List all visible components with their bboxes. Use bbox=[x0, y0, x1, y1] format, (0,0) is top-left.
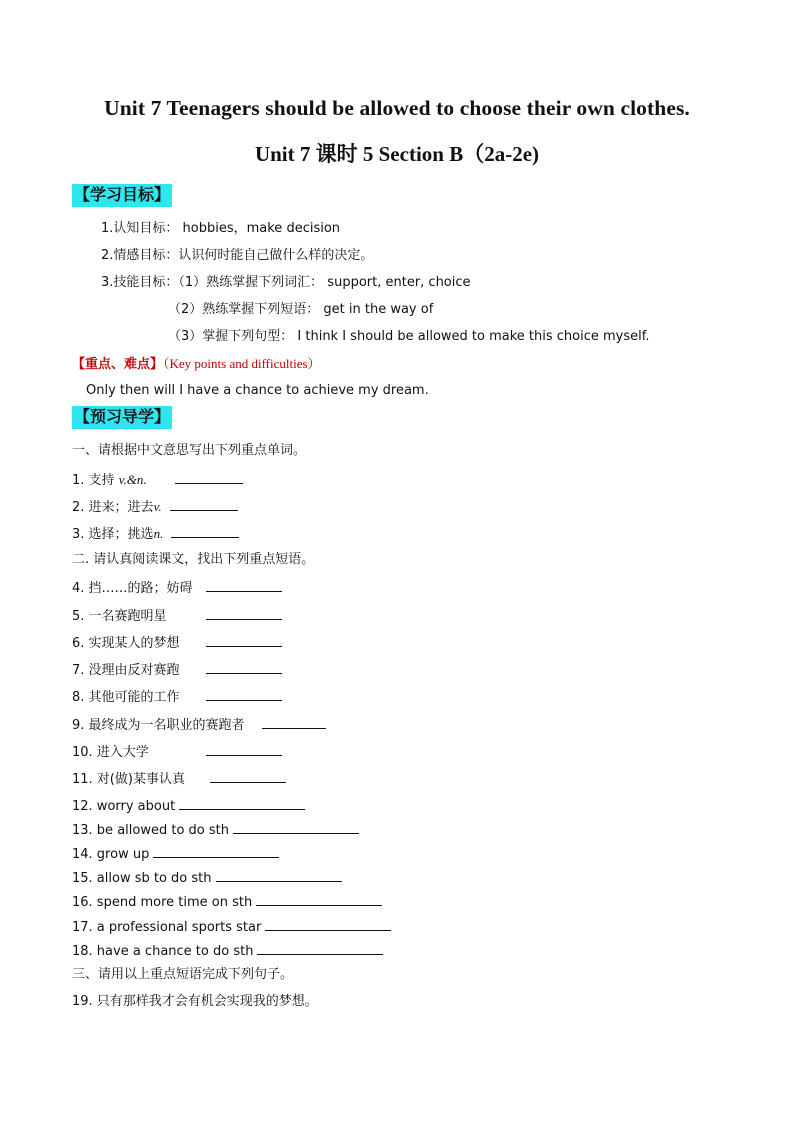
answer-blank[interactable] bbox=[257, 942, 383, 955]
answer-blank[interactable] bbox=[256, 893, 382, 906]
key-points-label: 【重点、难点】 bbox=[72, 357, 164, 372]
phrase-chinese: 9. 最终成为一名职业的赛跑者 bbox=[72, 718, 245, 733]
answer-blank[interactable] bbox=[206, 634, 282, 647]
key-sentence: Only then will I have a chance to achieve my dream. bbox=[86, 383, 429, 398]
phrase-english: 17. a professional sports star bbox=[72, 920, 262, 935]
section-3-instruction: 三、请用以上重点短语完成下列句子。 bbox=[72, 967, 294, 982]
answer-blank[interactable] bbox=[175, 471, 243, 484]
answer-blank[interactable] bbox=[233, 821, 359, 834]
preview-guide-tag: 【预习导学】 bbox=[72, 406, 172, 429]
phrase-chinese: 11. 对(做)某事认真 bbox=[72, 772, 185, 787]
phrase-item-12 bbox=[72, 797, 305, 815]
phrase-english: 14. grow up bbox=[72, 847, 150, 862]
answer-blank[interactable] bbox=[171, 525, 239, 538]
phrase-item-13 bbox=[72, 821, 359, 839]
phrase-english: 12. worry about bbox=[72, 799, 176, 814]
word-pos: v. bbox=[153, 499, 162, 514]
goal-skill: 3.技能目标：（1）熟练掌握下列词汇： support, enter, choice bbox=[101, 275, 471, 290]
section-1-instruction: 一、请根据中文意思写出下列重点单词。 bbox=[72, 443, 307, 458]
answer-blank[interactable] bbox=[216, 869, 342, 882]
answer-blank[interactable] bbox=[206, 607, 282, 620]
section-2-instruction: 二. 请认真阅读课文，找出下列重点短语。 bbox=[72, 552, 315, 567]
answer-blank[interactable] bbox=[206, 579, 282, 592]
goal-skill-sentence: （3）掌握下列句型： I think I should be allowed to make this choice myself. bbox=[168, 329, 650, 344]
goal-skill-phrases: （2）熟练掌握下列短语： get in the way of bbox=[168, 302, 434, 317]
word-item-2 bbox=[72, 498, 238, 516]
word-pos: n. bbox=[153, 526, 164, 541]
phrase-english: 13. be allowed to do sth bbox=[72, 823, 229, 838]
lesson-subtitle: Unit 7 课时 5 Section B（2a-2e) bbox=[254, 142, 540, 166]
phrase-chinese: 6. 实现某人的梦想 bbox=[72, 636, 180, 651]
phrase-item-5 bbox=[72, 607, 282, 625]
word-number: 1. bbox=[72, 473, 85, 488]
answer-blank[interactable] bbox=[206, 743, 282, 756]
phrase-chinese: 8. 其他可能的工作 bbox=[72, 690, 180, 705]
phrase-item-17 bbox=[72, 918, 391, 936]
answer-blank[interactable] bbox=[262, 716, 326, 729]
phrase-chinese: 7. 没理由反对赛跑 bbox=[72, 663, 180, 678]
phrase-english: 18. have a chance to do sth bbox=[72, 944, 254, 959]
word-number: 3. bbox=[72, 527, 85, 542]
word-item-3 bbox=[72, 525, 239, 543]
word-item-1 bbox=[72, 471, 243, 489]
answer-blank[interactable] bbox=[206, 661, 282, 674]
phrase-item-14 bbox=[72, 845, 279, 863]
phrase-item-7 bbox=[72, 661, 282, 679]
phrase-chinese: 5. 一名赛跑明星 bbox=[72, 609, 167, 624]
answer-blank[interactable] bbox=[179, 797, 305, 810]
phrase-item-9 bbox=[72, 716, 326, 734]
answer-blank[interactable] bbox=[206, 688, 282, 701]
word-chinese: 选择；挑选 bbox=[88, 527, 154, 542]
learning-goals-tag: 【学习目标】 bbox=[72, 184, 172, 207]
phrase-chinese: 4. 挡……的路；妨碍 bbox=[72, 581, 193, 596]
phrase-english: 16. spend more time on sth bbox=[72, 895, 253, 910]
phrase-item-4 bbox=[72, 579, 282, 597]
goal-emotional: 2.情感目标：认识何时能自己做什么样的决定。 bbox=[101, 248, 374, 263]
sentence-item-19: 19. 只有那样我才会有机会实现我的梦想。 bbox=[72, 994, 318, 1009]
phrase-english: 15. allow sb to do sth bbox=[72, 871, 212, 886]
key-points-english: （Key points and difficulties） bbox=[163, 356, 321, 371]
key-points-heading bbox=[72, 356, 321, 373]
unit-title: Unit 7 Teenagers should be allowed to choose their own clothes. bbox=[104, 96, 690, 120]
phrase-item-15 bbox=[72, 869, 342, 887]
goal-cognitive: 1.认知目标： hobbies，make decision bbox=[101, 221, 341, 236]
answer-blank[interactable] bbox=[170, 498, 238, 511]
word-pos: v.&n. bbox=[118, 472, 147, 487]
word-chinese: 支持 bbox=[88, 473, 115, 488]
answer-blank[interactable] bbox=[153, 845, 279, 858]
word-number: 2. bbox=[72, 500, 85, 515]
phrase-item-8 bbox=[72, 688, 282, 706]
phrase-item-16 bbox=[72, 893, 382, 911]
phrase-chinese: 10. 进入大学 bbox=[72, 745, 149, 760]
phrase-item-10 bbox=[72, 743, 282, 761]
phrase-item-6 bbox=[72, 634, 282, 652]
phrase-item-11 bbox=[72, 770, 286, 788]
phrase-item-18 bbox=[72, 942, 383, 960]
answer-blank[interactable] bbox=[210, 770, 286, 783]
answer-blank[interactable] bbox=[265, 918, 391, 931]
word-chinese: 进来；进去 bbox=[88, 500, 154, 515]
